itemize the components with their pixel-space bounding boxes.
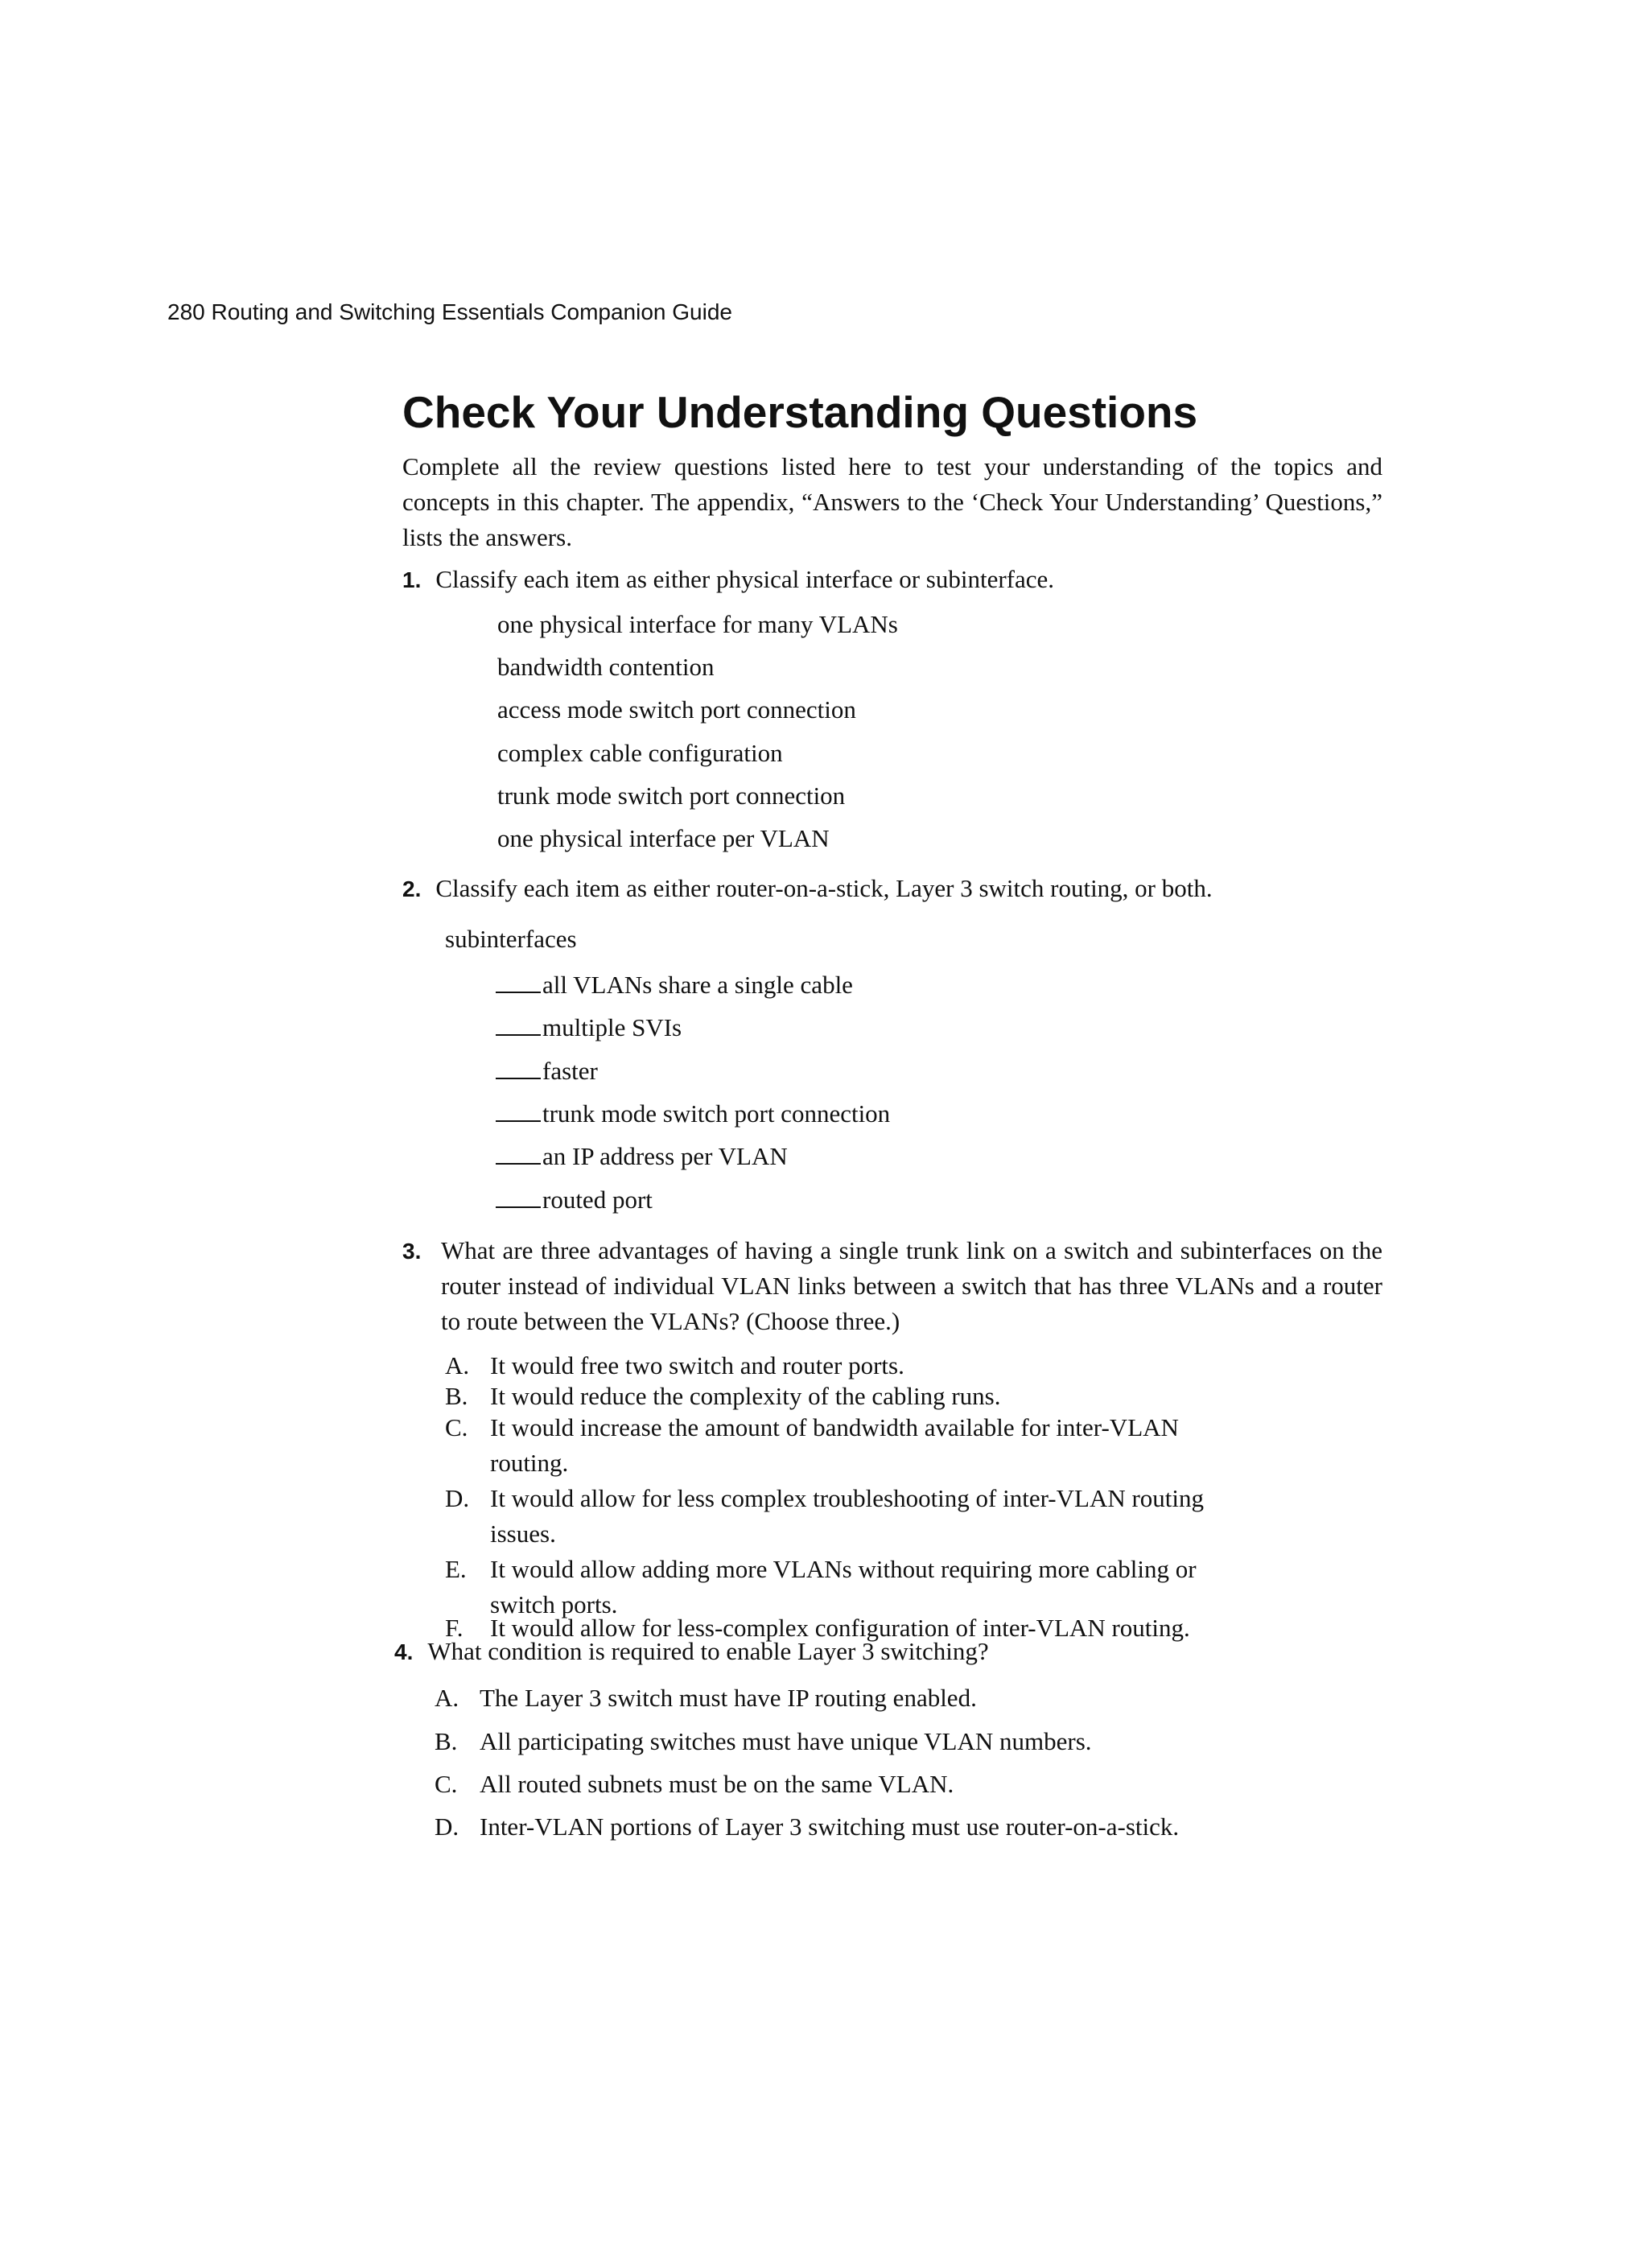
question-number: 1. [402,567,422,592]
q2-item: all VLANs share a single cable [496,971,853,1000]
question-text: Classify each item as either router-on-a-stick, Layer 3 switch routing, or both. [435,874,1213,902]
section-title: Check Your Understanding Questions [402,387,1198,437]
answer-blank[interactable] [496,972,541,993]
answer-blank[interactable] [496,1015,541,1036]
q3-option-e-continued: switch ports. [490,1590,618,1619]
running-head: 280 Routing and Switching Essentials Companion Guide [167,299,732,324]
q2-item: multiple SVIs [496,1013,682,1042]
answer-blank[interactable] [496,1058,541,1079]
q3-option-d: D. It would allow for less complex troubleshooting of inter-VLAN routing [445,1484,1205,1512]
q2-item: subinterfaces [445,925,577,953]
question-number: 4. [394,1639,414,1664]
q1-item: bandwidth contention [497,653,715,681]
q3-option-b: B. It would reduce the complexity of the cabling runs. [445,1382,1001,1410]
answer-blank[interactable] [496,1144,541,1165]
q1-item: trunk mode switch port connection [497,781,846,810]
question-1 [402,565,1054,594]
question-number: 3. [402,1239,422,1264]
q4-option-a: A. The Layer 3 switch must have IP routing enabled. [435,1684,977,1712]
q2-item: an IP address per VLAN [496,1142,788,1171]
question-2 [402,874,1213,903]
q1-item: one physical interface for many VLANs [497,610,898,638]
q3-option-e: E. It would allow adding more VLANs without requiring more cabling or [445,1555,1197,1583]
answer-blank[interactable] [496,1187,541,1208]
answer-blank[interactable] [496,1101,541,1122]
q3-option-d-continued: issues. [490,1520,556,1548]
q1-item: access mode switch port connection [497,695,856,724]
q3-option-f: F. It would allow for less-complex configuration of inter-VLAN routing. [445,1614,1190,1642]
q1-item: complex cable configuration [497,739,783,767]
q3-option-c: C. It would increase the amount of bandwidth available for inter-VLAN [445,1413,1179,1441]
q2-item: routed port [496,1186,653,1214]
q3-option-c-continued: routing. [490,1449,569,1477]
q4-option-b: B. All participating switches must have unique VLAN numbers. [435,1727,1092,1755]
q1-item: one physical interface per VLAN [497,824,830,852]
q4-option-d: D. Inter-VLAN portions of Layer 3 switching must use router-on-a-stick. [435,1812,1180,1841]
q3-option-a: A. It would free two switch and router ports. [445,1351,904,1379]
intro-paragraph: Complete all the review questions listed here to test your understanding of the topics and concepts in this chapter. The appendix, “Answers to the ‘Check Your Understanding’ Questions,” lists the answers. [402,452,1382,551]
q2-item: faster [496,1057,598,1086]
question-number: 2. [402,876,422,901]
question-3-text: What are three advantages of having a single trunk link on a switch and subinterfaces on the router instead of individual VLAN links between a switch that has three VLANs and a router to route between the VLANs? (Choose three.) [441,1236,1382,1335]
q2-item: trunk mode switch port connection [496,1099,890,1128]
question-text: What condition is required to enable Layer 3 switching? [427,1637,989,1665]
question-4 [394,1637,989,1666]
question-text: Classify each item as either physical interface or subinterface. [435,565,1055,593]
q4-option-c: C. All routed subnets must be on the same VLAN. [435,1770,954,1798]
